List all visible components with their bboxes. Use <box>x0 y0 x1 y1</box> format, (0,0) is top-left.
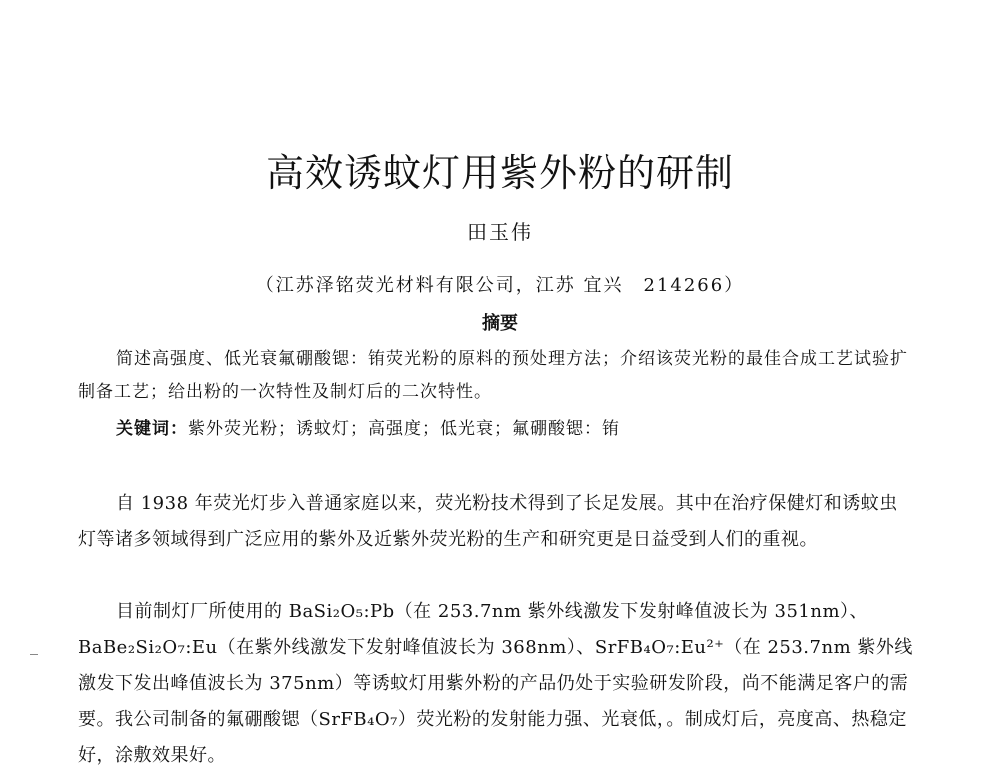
author-name: 田玉伟 <box>467 220 533 244</box>
margin-mark <box>30 654 38 655</box>
keywords-label: 关键词： <box>116 419 188 439</box>
abstract-text: 简述高强度、低光衰氟硼酸锶：铕荧光粉的原料的预处理方法；介绍该荧光粉的最佳合成工艺试验扩制备工艺；给出粉的一次特性及制灯后的二次特性。 <box>78 349 908 402</box>
abstract-heading: 摘要 <box>482 313 518 334</box>
body-paragraph-1: 自 1938 年荧光灯步入普通家庭以来，荧光粉技术得到了长足发展。其中在治疗保健灯和诱蚊虫灯等诸多领域得到广泛应用的紫外及近紫外荧光粉的生产和研究更是日益受到人们的重视。 <box>78 493 898 550</box>
body-paragraph-2: 目前制灯厂所使用的 BaSi₂O₅:Pb（在 253.7nm 紫外线激发下发射峰值波长为 351nm）、BaBe₂Si₂O₇:Eu（在紫外线激发下发射峰值波长为 368nm）、SrFB₄O₇:Eu²⁺（在 253.7nm 紫外线激发下发出峰值波长为 375nm）等诱蚊灯用紫外粉的产品仍处于实验研发阶段，尚不能满足客户的需要。我公司制备的氟硼酸锶（SrFB₄O₇）荧光粉的发射能力强、光衰低，。制成灯后，亮度高、热稳定好，涂敷效果好。 <box>78 601 913 766</box>
keywords-text: 紫外荧光粉；诱蚊灯；高强度；低光衰；氟硼酸锶：铕 <box>188 419 620 439</box>
author-affiliation: （江苏泽铭荧光材料有限公司，江苏 宜兴 214266） <box>255 275 745 296</box>
paper-title: 高效诱蚊灯用紫外粉的研制 <box>265 151 734 195</box>
keywords-line <box>116 414 916 439</box>
